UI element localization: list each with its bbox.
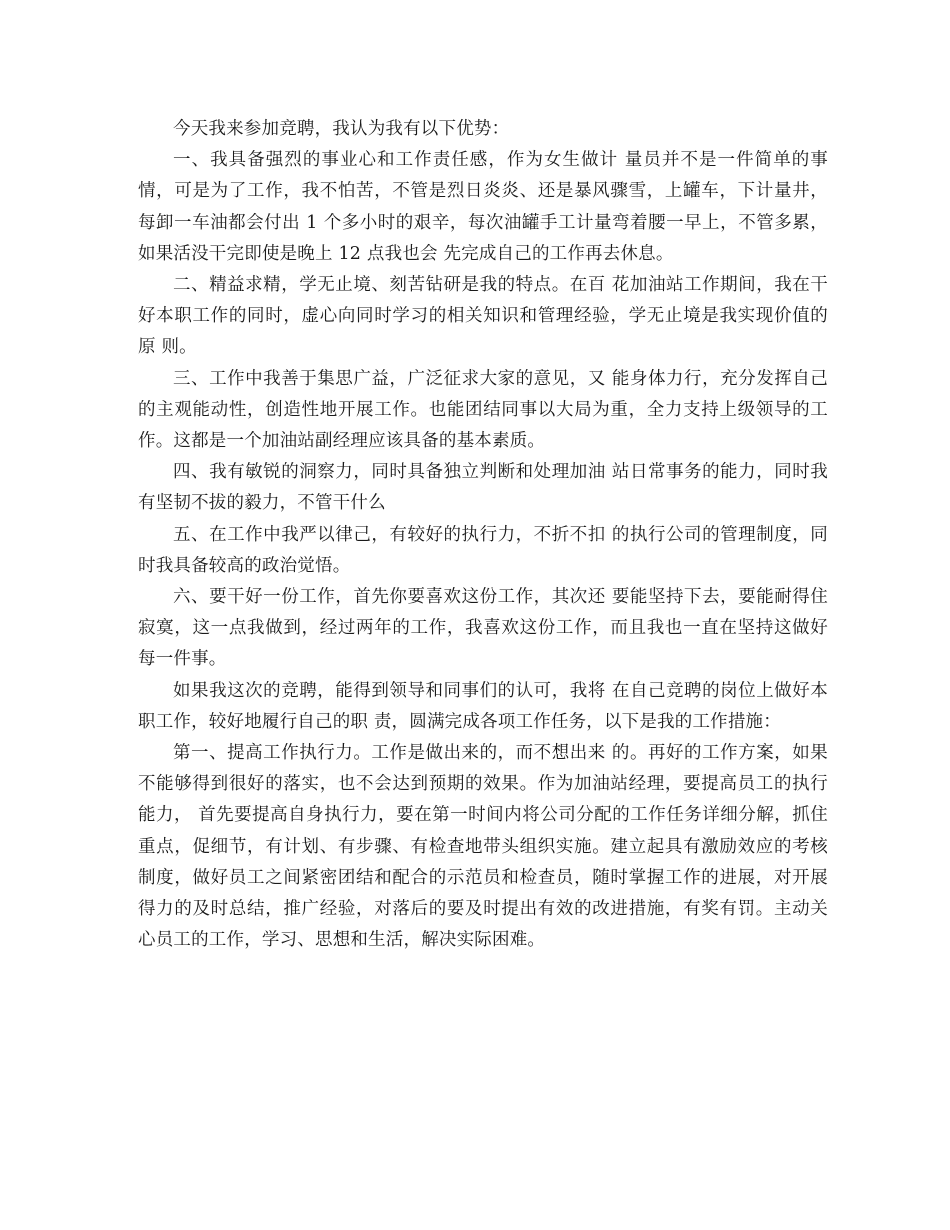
paragraph: 六、要干好一份工作，首先你要喜欢这份工作，其次还 要能坚持下去，要能耐得住寂寞，这一点我做到，经过两年的工作，我喜欢这份工作，而且我也一直在坚持这做好每一件事。 — [138, 587, 828, 670]
paragraph: 四、我有敏锐的洞察力，同时具备独立判断和处理加油 站日常事务的能力，同时我有坚韧不拔的毅力，不管干什么 — [138, 462, 828, 514]
paragraph: 今天我来参加竞聘，我认为我有以下优势： — [173, 119, 510, 139]
paragraph: 二、精益求精，学无止境、刻苦钻研是我的特点。在百 花加油站工作期间，我在干好本职工作的同时，虚心向同时学习的相关知识和管理经验，学无止境是我实现价值的原 则。 — [138, 275, 828, 358]
paragraph: 第一、提高工作执行力。工作是做出来的，而不想出来 的。再好的工作方案，如果不能够得到很好的落实，也不会达到预期的效果。作为加油站经理，要提高员工的执行能力， 首先要提高自身执行力，要在第一时间内将公司分配的工作任务详细分解，抓住重点，促细节，有计划、有步骤、有检查地带头组织实施。建立起具有激励效应的考核制度，做好员工之间紧密团结和配合的示范员和检查员，随时掌握工作的进展，对开展得力的及时总结，推广经验，对落后的要及时提出有效的改进措施，有奖有罚。主动关心员工的工作，学习、思想和生活，解决实际困难。 — [138, 743, 828, 951]
document-body — [138, 114, 828, 956]
paragraph: 五、在工作中我严以律己，有较好的执行力，不折不扣 的执行公司的管理制度，同时我具备较高的政治觉悟。 — [138, 524, 828, 576]
paragraph: 一、我具备强烈的事业心和工作责任感，作为女生做计 量员并不是一件简单的事情，可是为了工作，我不怕苦，不管是烈日炎炎、还是暴风骤雪，上罐车，下计量井，每卸一车油都会付出 1 个多小时的艰辛，每次油罐手工计量弯着腰一早上，不管多累，如果活没干完即使是晚上 12 点我也会 先完成自己的工作再去休息。 — [138, 150, 828, 264]
paragraph: 三、工作中我善于集思广益，广泛征求大家的意见，又 能身体力行，充分发挥自己的主观能动性，创造性地开展工作。也能团结同事以大局为重，全力支持上级领导的工作。这都是一个加油站副经理应该具备的基本素质。 — [138, 368, 828, 452]
paragraph: 如果我这次的竞聘，能得到领导和同事们的认可，我将 在自己竞聘的岗位上做好本职工作，较好地履行自己的职 责，圆满完成各项工作任务，以下是我的工作措施： — [138, 680, 828, 732]
